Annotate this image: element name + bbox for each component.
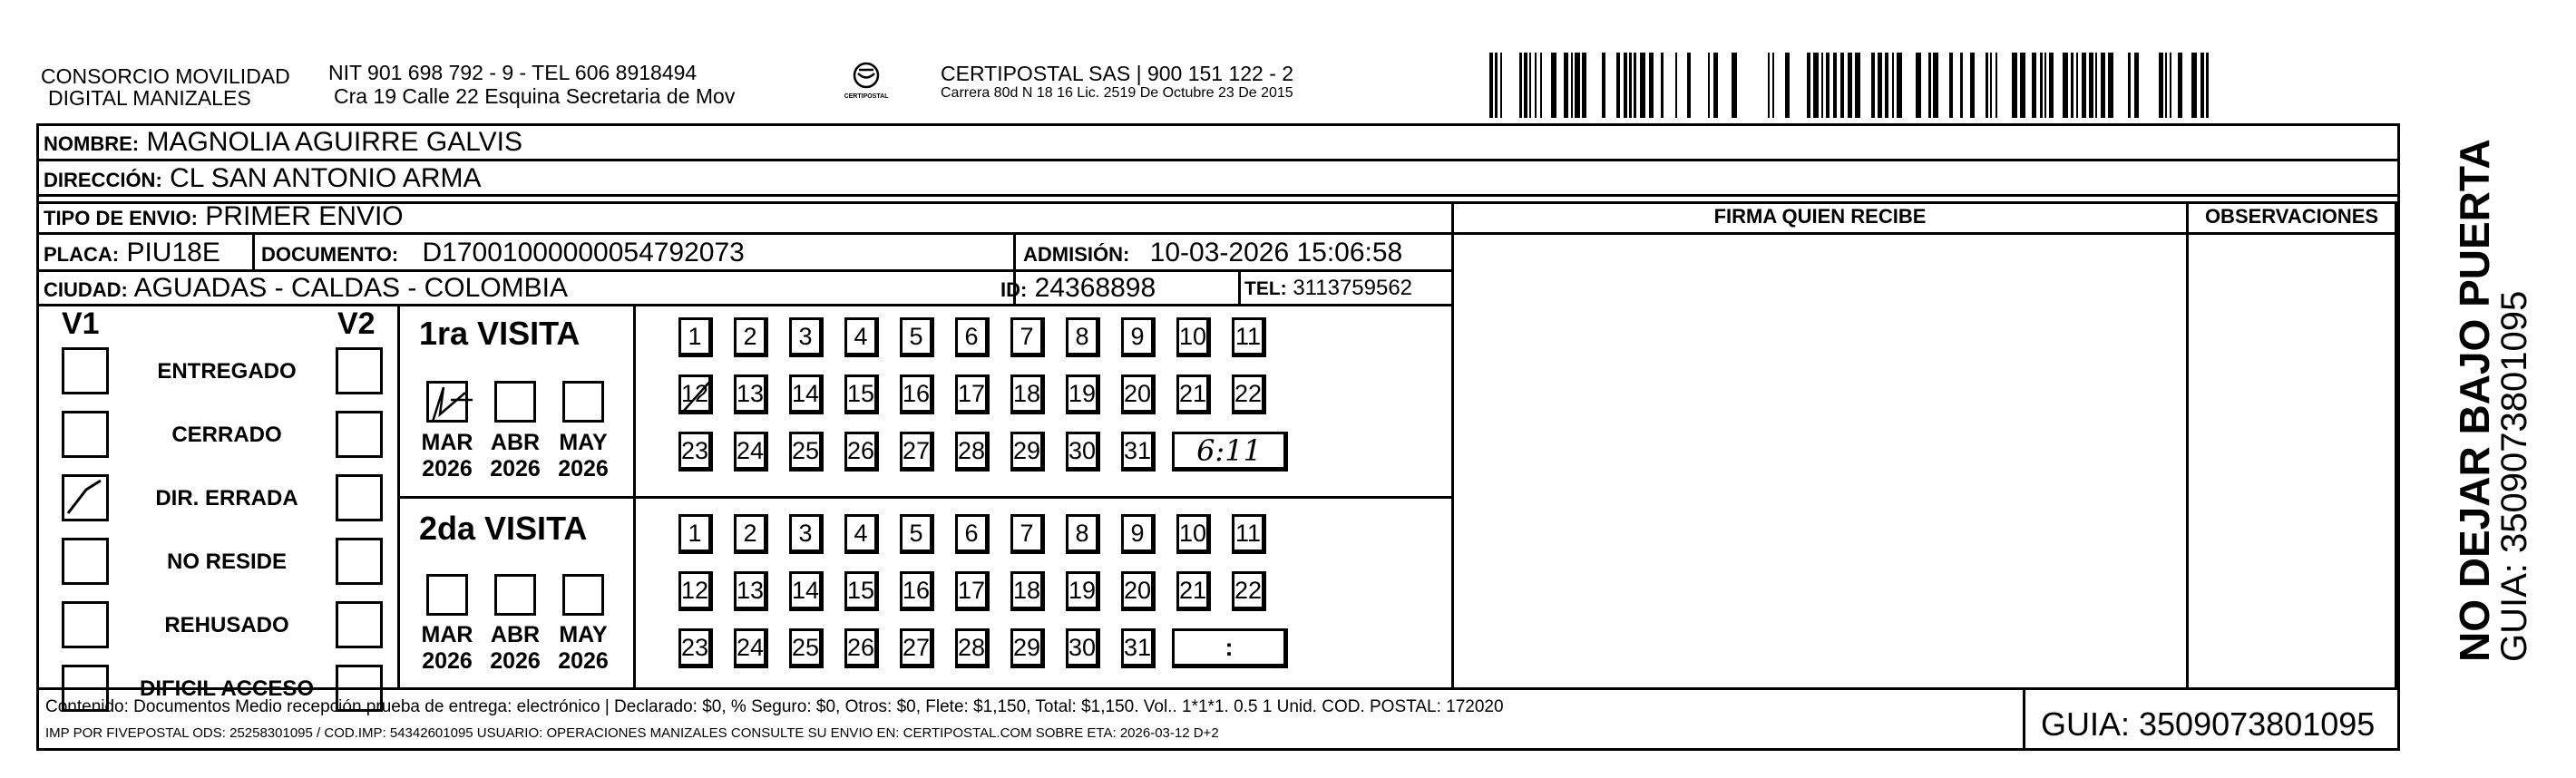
placa-value: PIU18E (126, 238, 220, 267)
v1-checkbox[interactable] (62, 474, 109, 521)
day-number: 11 (1234, 519, 1262, 547)
v2-header: V2 (337, 306, 376, 341)
day-checkbox[interactable] (844, 432, 879, 472)
v2-checkbox[interactable] (336, 347, 383, 394)
day-checkbox[interactable] (900, 317, 934, 357)
admision-value: 10-03-2026 15:06:58 (1149, 238, 1403, 267)
day-checkbox[interactable] (844, 514, 879, 554)
day-checkbox[interactable] (1176, 317, 1211, 357)
footer-content-line: Contenido: Documentos Medio recepción prueba de entrega: electrónico | Declarado: $0, % Seguro: $0, Otros: $0, Flete: $1,150, Total: $1,150. Vol.. 1*1*1. 0.5 1 Unid. COD. POSTAL: 172020 (45, 697, 1504, 716)
day-checkbox[interactable] (900, 374, 934, 414)
time-value: 6:11 (1196, 433, 1262, 468)
time-value: : (1225, 633, 1234, 661)
courier-address: Carrera 80d N 18 16 Lic. 2519 De Octubre 23 De 2015 (941, 85, 1293, 102)
barcode-bar (1928, 53, 1931, 118)
barcode-bar (2128, 53, 2131, 118)
day-number: 24 (736, 436, 765, 464)
barcode-bar (1602, 53, 1605, 118)
barcode-bar (2206, 53, 2209, 118)
day-checkbox[interactable] (844, 571, 879, 611)
barcode-bar (1675, 53, 1677, 118)
day-number: 2 (743, 519, 757, 547)
barcode-bar (1489, 53, 1493, 118)
barcode-bar (1564, 53, 1568, 118)
day-checkbox[interactable] (678, 317, 713, 357)
barcode-bar (1813, 53, 1819, 118)
v1-checkbox[interactable] (62, 538, 109, 585)
day-number: 12 (680, 576, 709, 604)
company-name-line1: CONSORCIO MOVILIDAD (41, 64, 290, 88)
month-year: 2026 (490, 647, 541, 674)
barcode-bar (1990, 53, 1992, 118)
day-number: 30 (1068, 436, 1097, 464)
day-checkbox[interactable] (844, 628, 879, 668)
strike-mark-icon (679, 375, 716, 415)
day-checkbox[interactable] (1066, 374, 1100, 414)
barcode-bar (1519, 53, 1522, 118)
barcode-bar (1871, 53, 1875, 118)
day-number: 15 (846, 379, 875, 407)
barcode-bar (2071, 53, 2073, 118)
barcode-bar (2012, 53, 2017, 118)
barcode-bar (2170, 53, 2171, 118)
barcode-bar (1495, 53, 1498, 118)
certipostal-logo-icon (848, 60, 884, 91)
footer-print-line: IMP POR FIVEPOSTAL ODS: 25258301095 / COD.IMP: 54342601095 USUARIO: OPERACIONES MANIZALES CONSULTE SU ENVIO EN: CERTIPOSTAL.COM SOBRE ETA: 2026-03-12 D+2 (45, 725, 1219, 741)
day-number: 27 (902, 436, 931, 464)
barcode-bar (2040, 53, 2043, 118)
day-number: 23 (680, 436, 709, 464)
barcode-bar (1960, 53, 1963, 118)
day-number: 10 (1178, 322, 1207, 350)
day-number: 13 (736, 379, 765, 407)
barcode-bar (1826, 53, 1830, 118)
day-checkbox[interactable] (1232, 514, 1266, 554)
day-checkbox[interactable] (1121, 374, 1156, 414)
day-checkbox[interactable] (1010, 432, 1045, 472)
day-checkbox[interactable] (1010, 628, 1045, 668)
id-value: 24368898 (1034, 273, 1156, 303)
barcode-bar (2191, 53, 2197, 118)
day-checkbox[interactable] (900, 628, 934, 668)
barcode-bar (1785, 53, 1790, 118)
tel-value: 3113759562 (1293, 276, 1413, 300)
id-label: ID: (1000, 278, 1028, 301)
placa-field (44, 239, 220, 267)
day-number: 30 (1068, 633, 1097, 661)
barcode-bar (1551, 53, 1556, 118)
v1-checkbox[interactable] (62, 347, 109, 394)
barcode-bar (2134, 53, 2139, 118)
barcode-bar (2200, 53, 2204, 118)
day-checkbox[interactable] (789, 514, 824, 554)
status-label: ENTREGADO (157, 359, 297, 384)
barcode-bar (1524, 53, 1527, 118)
barcode-bar (1582, 53, 1586, 118)
certipostal-logo (834, 60, 898, 100)
barcode-bar (2076, 53, 2078, 118)
day-checkbox[interactable] (734, 374, 768, 414)
barcode-bar (1970, 53, 1975, 118)
barcode-bar (2089, 53, 2093, 118)
barcode-bar (1885, 53, 1888, 118)
day-number: 8 (1075, 519, 1089, 547)
first-visit-title: 1ra VISITA (419, 315, 581, 352)
day-number: 13 (736, 576, 765, 604)
barcode-bar (1897, 53, 1902, 118)
barcode-bar (2049, 53, 2054, 118)
barcode-bar (1768, 53, 1770, 118)
day-number: 1 (688, 322, 702, 350)
day-number: 9 (1130, 322, 1145, 350)
day-number: 31 (1123, 436, 1152, 464)
barcode-bar (1661, 53, 1664, 118)
status-label: DIR. ERRADA (155, 486, 298, 511)
day-number: 6 (964, 322, 979, 350)
day-checkbox[interactable] (1176, 514, 1211, 554)
day-checkbox[interactable] (955, 514, 990, 554)
nombre-value: MAGNOLIA AGUIRRE GALVIS (146, 127, 523, 157)
month-year: 2026 (422, 455, 473, 481)
day-checkbox[interactable] (1121, 514, 1156, 554)
day-number: 29 (1012, 633, 1041, 661)
day-number: 5 (909, 519, 923, 547)
tel-field (1244, 277, 1412, 299)
v1-header: V1 (62, 306, 100, 341)
day-number: 10 (1178, 519, 1207, 547)
barcode-bar (1640, 53, 1645, 118)
day-number: 9 (1130, 519, 1145, 547)
day-checkbox[interactable] (1232, 571, 1266, 611)
day-number: 18 (1012, 576, 1041, 604)
status-label: NO RESIDE (166, 549, 288, 574)
day-number: 14 (791, 576, 820, 604)
month-name: MAY (559, 622, 608, 647)
documento-label: DOCUMENTO: (261, 243, 399, 266)
month-checkbox[interactable] (426, 574, 468, 616)
day-checkbox[interactable] (900, 514, 934, 554)
day-number: 4 (854, 519, 868, 547)
month-checkbox[interactable] (426, 381, 468, 423)
day-number: 5 (909, 322, 923, 350)
direccion-row (44, 165, 482, 192)
barcode-bar (1848, 53, 1852, 118)
barcode-bar (2178, 53, 2182, 118)
company-name (41, 65, 290, 109)
day-checkbox[interactable] (1176, 571, 1211, 611)
documento-field (261, 239, 745, 267)
day-number: 26 (846, 633, 875, 661)
day-number: 7 (1020, 519, 1034, 547)
placa-label: PLACA: (44, 243, 120, 266)
month-label (556, 622, 610, 675)
ciudad-value: AGUADAS - CALDAS - COLOMBIA (133, 273, 569, 303)
barcode-bar (1540, 53, 1542, 118)
day-number: 3 (798, 519, 813, 547)
day-number: 2 (743, 322, 757, 350)
month-label (556, 430, 610, 482)
check-mark-icon (61, 473, 112, 524)
day-checkbox[interactable] (955, 432, 990, 472)
month-checkbox[interactable] (494, 574, 536, 616)
barcode-bar (2108, 53, 2113, 118)
day-checkbox[interactable] (789, 317, 824, 357)
day-checkbox[interactable] (678, 374, 713, 414)
v2-checkbox[interactable] (336, 601, 383, 648)
month-year: 2026 (422, 647, 473, 674)
day-number: 19 (1068, 576, 1097, 604)
day-checkbox[interactable] (844, 317, 879, 357)
day-number: 12 (680, 379, 709, 407)
day-checkbox[interactable] (900, 571, 934, 611)
barcode-bar (1571, 53, 1573, 118)
month-name: ABR (490, 622, 541, 647)
month-checkbox[interactable] (562, 574, 604, 616)
month-name: MAR (421, 622, 473, 647)
month-year: 2026 (490, 455, 541, 481)
tipo-envio-label: TIPO DE ENVIO: (44, 207, 198, 229)
footer-guia: GUIA: 3509073801095 (2041, 705, 2376, 743)
day-checkbox[interactable] (1066, 571, 1100, 611)
day-number: 19 (1068, 379, 1097, 407)
day-checkbox[interactable] (734, 432, 768, 472)
day-number: 29 (1012, 436, 1041, 464)
day-number: 6 (964, 519, 979, 547)
day-number: 21 (1178, 379, 1207, 407)
barcode-bar (2044, 53, 2046, 118)
barcode (1488, 53, 2213, 118)
day-checkbox[interactable] (678, 571, 713, 611)
courier-name: CERTIPOSTAL SAS | 900 151 122 - 2 (941, 62, 1294, 85)
day-number: 22 (1234, 379, 1263, 407)
barcode-bar (1833, 53, 1837, 118)
day-number: 15 (846, 576, 875, 604)
day-number: 4 (854, 322, 868, 350)
ciudad-field (44, 275, 568, 302)
day-checkbox[interactable] (1066, 317, 1100, 357)
day-number: 18 (1012, 379, 1041, 407)
barcode-bar (1634, 53, 1636, 118)
day-checkbox[interactable] (734, 514, 768, 554)
day-number: 31 (1123, 633, 1152, 661)
v1-checkbox[interactable] (62, 411, 109, 458)
barcode-bar (1892, 53, 1894, 118)
direccion-label: DIRECCIÓN: (44, 169, 162, 191)
day-number: 24 (736, 633, 765, 661)
barcode-bar (1616, 53, 1620, 118)
day-number: 21 (1178, 576, 1207, 604)
month-name: MAR (421, 430, 473, 455)
day-number: 25 (791, 633, 820, 661)
day-checkbox[interactable] (955, 317, 990, 357)
day-checkbox[interactable] (789, 571, 824, 611)
barcode-bar (1772, 53, 1774, 118)
barcode-bar (1708, 53, 1710, 118)
barcode-bar (1649, 53, 1654, 118)
month-year: 2026 (558, 647, 609, 674)
second-visit-title: 2da VISITA (419, 510, 588, 547)
certipostal-logo-text: CERTIPOSTAL (844, 93, 889, 100)
status-label: CERRADO (171, 423, 282, 447)
day-checkbox[interactable] (1121, 432, 1156, 472)
day-number: 20 (1123, 576, 1152, 604)
barcode-bar (1807, 53, 1810, 118)
month-year: 2026 (558, 455, 609, 481)
firma-header: FIRMA QUIEN RECIBE (1713, 205, 1927, 228)
month-checkbox[interactable] (494, 381, 536, 423)
v2-checkbox[interactable] (336, 538, 383, 585)
v2-checkbox[interactable] (336, 411, 383, 458)
day-number: 16 (902, 379, 931, 407)
barcode-bar (2101, 53, 2105, 118)
company-name-line2: DIGITAL MANIZALES (48, 86, 251, 111)
id-field (1000, 275, 1156, 302)
barcode-bar (2095, 53, 2097, 118)
nombre-row (44, 129, 522, 156)
day-checkbox[interactable] (955, 571, 990, 611)
courier-info (941, 62, 1293, 102)
day-checkbox[interactable] (789, 628, 824, 668)
barcode-bar (1878, 53, 1882, 118)
day-checkbox[interactable] (1066, 628, 1100, 668)
barcode-bar (2032, 53, 2036, 118)
day-number: 14 (791, 379, 820, 407)
documento-value: D17001000000054792073 (422, 238, 745, 267)
barcode-bar (1500, 53, 1502, 118)
day-checkbox[interactable] (678, 514, 713, 554)
month-checkbox[interactable] (562, 381, 604, 423)
barcode-bar (1840, 53, 1844, 118)
month-name: ABR (490, 430, 541, 455)
day-checkbox[interactable] (734, 571, 768, 611)
barcode-bar (2082, 53, 2086, 118)
status-label: REHUSADO (164, 613, 289, 637)
day-number: 20 (1123, 379, 1152, 407)
day-checkbox[interactable] (678, 628, 713, 668)
tipo-envio-value: PRIMER ENVIO (205, 201, 404, 231)
barcode-bar (1933, 53, 1938, 118)
side-guia: GUIA: 3509073801095 (2494, 290, 2534, 662)
day-number: 28 (957, 633, 986, 661)
day-number: 28 (957, 436, 986, 464)
company-nit-line1: NIT 901 698 792 - 9 - TEL 606 8918494 (328, 61, 698, 84)
barcode-bar (1986, 53, 1988, 118)
admision-field (1023, 239, 1402, 267)
barcode-bar (1629, 53, 1632, 118)
barcode-bar (2165, 53, 2167, 118)
side-warning (2451, 136, 2534, 662)
day-number: 17 (957, 576, 986, 604)
day-checkbox[interactable] (1232, 317, 1266, 357)
month-label (488, 622, 542, 675)
tipo-envio-row (44, 203, 404, 230)
day-checkbox[interactable] (1010, 317, 1045, 357)
day-checkbox[interactable] (1066, 432, 1100, 472)
day-number: 27 (902, 633, 931, 661)
day-checkbox[interactable] (1121, 317, 1156, 357)
day-checkbox[interactable] (955, 374, 990, 414)
day-checkbox[interactable] (1010, 514, 1045, 554)
barcode-bar (1575, 53, 1580, 118)
barcode-bar (2063, 53, 2068, 118)
day-checkbox[interactable] (1066, 514, 1100, 554)
day-checkbox[interactable] (900, 432, 934, 472)
barcode-bar (1732, 53, 1737, 118)
time-field[interactable] (1172, 432, 1288, 472)
day-checkbox[interactable] (789, 374, 824, 414)
company-nit (328, 62, 735, 109)
month-label (488, 430, 542, 482)
barcode-bar (1687, 53, 1691, 118)
barcode-bar (1949, 53, 1953, 118)
day-number: 1 (688, 519, 702, 547)
day-checkbox[interactable] (1010, 374, 1045, 414)
barcode-bar (1995, 53, 1997, 118)
day-checkbox[interactable] (1176, 374, 1211, 414)
day-checkbox[interactable] (734, 628, 768, 668)
barcode-bar (1713, 53, 1718, 118)
company-address: Cra 19 Calle 22 Esquina Secretaria de Mov (334, 83, 736, 108)
day-number: 11 (1234, 322, 1262, 350)
day-number: 16 (902, 576, 931, 604)
day-checkbox[interactable] (734, 317, 768, 357)
handwritten-mark-icon (424, 378, 478, 427)
day-checkbox[interactable] (955, 628, 990, 668)
status-label: DIFICIL ACCESO (139, 676, 314, 701)
day-number: 23 (680, 633, 709, 661)
month-label (420, 622, 474, 675)
time-field[interactable] (1172, 628, 1288, 668)
barcode-bar (2159, 53, 2163, 118)
day-checkbox[interactable] (789, 432, 824, 472)
barcode-bar (1529, 53, 1531, 118)
nombre-label: NOMBRE: (44, 132, 140, 155)
day-number: 26 (846, 436, 875, 464)
day-checkbox[interactable] (1232, 374, 1266, 414)
day-number: 3 (798, 322, 813, 350)
month-name: MAY (559, 430, 608, 455)
day-number: 17 (957, 379, 986, 407)
direccion-value: CL SAN ANTONIO ARMA (170, 163, 482, 193)
tel-label: TEL: (1244, 278, 1287, 299)
barcode-bar (2020, 53, 2025, 118)
day-number: 7 (1020, 322, 1034, 350)
barcode-bar (1535, 53, 1537, 118)
day-number: 22 (1234, 576, 1263, 604)
day-checkbox[interactable] (844, 374, 879, 414)
month-label (420, 430, 474, 482)
barcode-bar (1855, 53, 1860, 118)
day-checkbox[interactable] (1010, 571, 1045, 611)
v2-checkbox[interactable] (336, 474, 383, 521)
day-number: 25 (791, 436, 820, 464)
no-dejar-bajo-puerta: NO DEJAR BAJO PUERTA (2451, 139, 2498, 662)
day-checkbox[interactable] (1121, 628, 1156, 668)
barcode-bar (1821, 53, 1823, 118)
barcode-bar (1624, 53, 1627, 118)
v1-checkbox[interactable] (62, 601, 109, 648)
admision-label: ADMISIÓN: (1023, 243, 1130, 266)
ciudad-label: CIUDAD: (44, 278, 128, 301)
day-checkbox[interactable] (1121, 571, 1156, 611)
day-checkbox[interactable] (678, 432, 713, 472)
barcode-bar (1916, 53, 1921, 118)
day-number: 8 (1075, 322, 1089, 350)
observaciones-header: OBSERVACIONES (2204, 205, 2379, 228)
